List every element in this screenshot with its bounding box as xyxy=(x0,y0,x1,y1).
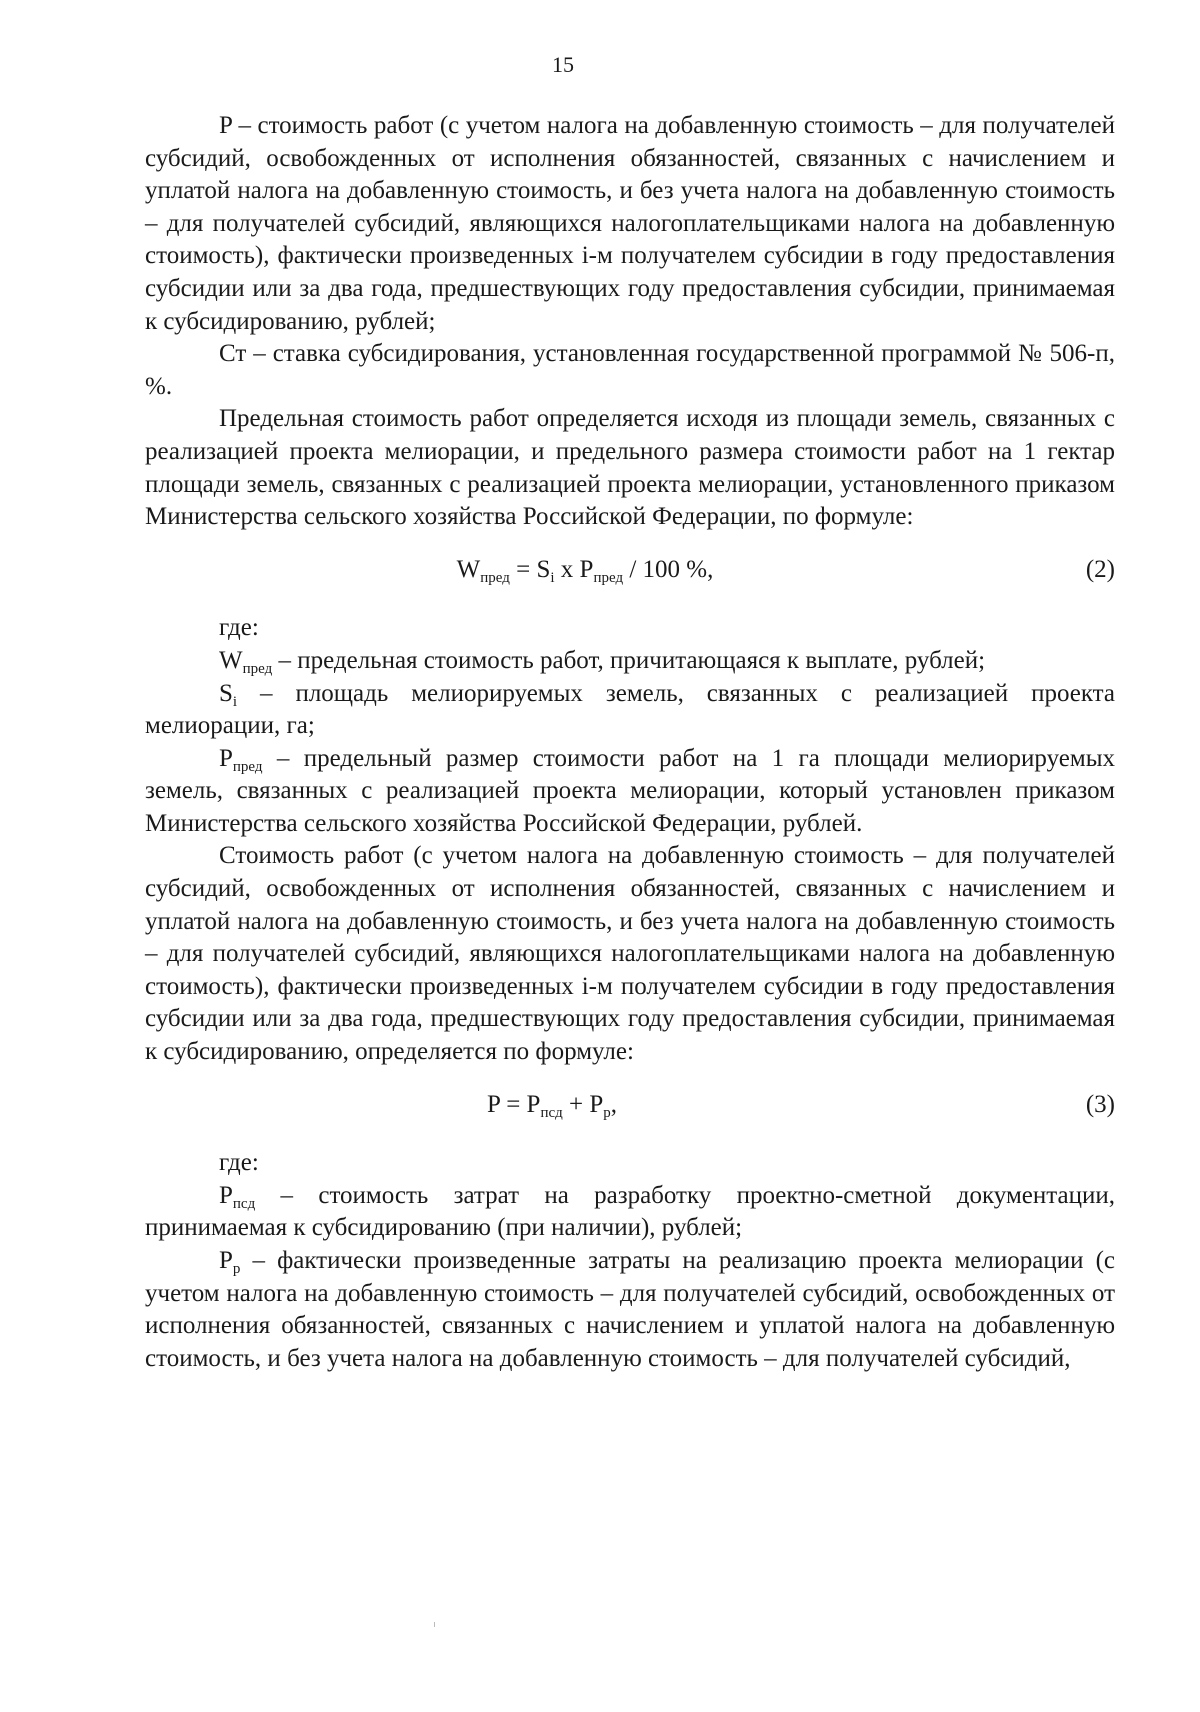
scan-artifact-mark xyxy=(434,1622,435,1627)
formula-2-number: (2) xyxy=(1085,555,1115,583)
where-label-3: где: xyxy=(219,1149,259,1177)
page-number: 15 xyxy=(552,52,574,77)
definition-s-area: $S_i$ – площадь мелиорируемых земель, связанных с реализацией проекта мелиорации, га; xyxy=(145,679,1115,740)
definition-p-limit: $P_{пред}$ – предельный размер стоимости работ на 1 га площади мелиорируемых земель, связанных с реализацией проекта мелиорации, который установлен приказом Министерства сельского хозяйства Российской Федерации, рублей. xyxy=(145,744,1115,837)
paragraph-p-definition: P – стоимость работ (с учетом налога на добавленную стоимость – для получателей субсидий, освобожденных от исполнения обязанностей, связанных с начислением и уплатой налога на добавленную стоимость, и без учета налога на добавленную стоимость – для получателей субсидий, являющихся налогоплательщиками налога на добавленную стоимость), фактически произведенных i-м получателем субсидии в году предоставления субсидии или за два года, предшествующих году предоставления субсидии, принимаемая к субсидированию, рублей; xyxy=(145,112,1115,335)
definition-p-psd: $P_{псд}$ – стоимость затрат на разработку проектно-сметной документации, принимаемая к субсидированию (при наличии), рублей; xyxy=(145,1181,1115,1242)
definition-p-r: $P_р$ – фактически произведенные затраты на реализацию проекта мелиорации (с учетом налога на добавленную стоимость – для получателей субсидий, освобожденных от исполнения обязанностей, связанных с начислением и уплатой налога на добавленную стоимость, и без учета налога на добавленную стоимость – для получателей субсидий, xyxy=(145,1247,1115,1372)
formula-2-row xyxy=(145,554,1115,587)
where-label-2: где: xyxy=(219,614,259,642)
formula-2: $W_{пред} = S_i$ x $P_{пред} / 100$ %, xyxy=(456,555,714,586)
paragraph-rate-definition: Ст – ставка субсидирования, установленная государственной программой № 506-п, %. xyxy=(145,340,1115,400)
definition-w-limit: $W_{пред}$ – предельная стоимость работ, причитающаяся к выплате, рублей; xyxy=(219,646,986,677)
paragraph-limit-cost: Предельная стоимость работ определяется исходя из площади земель, связанных с реализацией проекта мелиорации, и предельного размера стоимости работ на 1 гектар площади земель, связанных с реализацией проекта мелиорации, установленного приказом Министерства сельского хозяйства Российской Федерации, по формуле: xyxy=(145,405,1115,531)
formula-3-number: (3) xyxy=(1085,1090,1115,1118)
formula-3: $P = P_{псд} + P_р$, xyxy=(486,1090,618,1121)
paragraph-cost-of-works: Стоимость работ (с учетом налога на добавленную стоимость – для получателей субсидий, освобожденных от исполнения обязанностей, связанных с начислением и уплатой налога на добавленную стоимость, и без учета налога на добавленную стоимость – для получателей субсидий, являющихся налогоплательщиками налога на добавленную стоимость), фактически произведенных i-м получателем субсидии в году предоставления субсидии или за два года, предшествующих году предоставления субсидии, принимаемая к субсидированию, определяется по формуле: xyxy=(145,842,1115,1066)
document-body xyxy=(145,110,1115,1375)
formula-3-row xyxy=(145,1089,1115,1122)
